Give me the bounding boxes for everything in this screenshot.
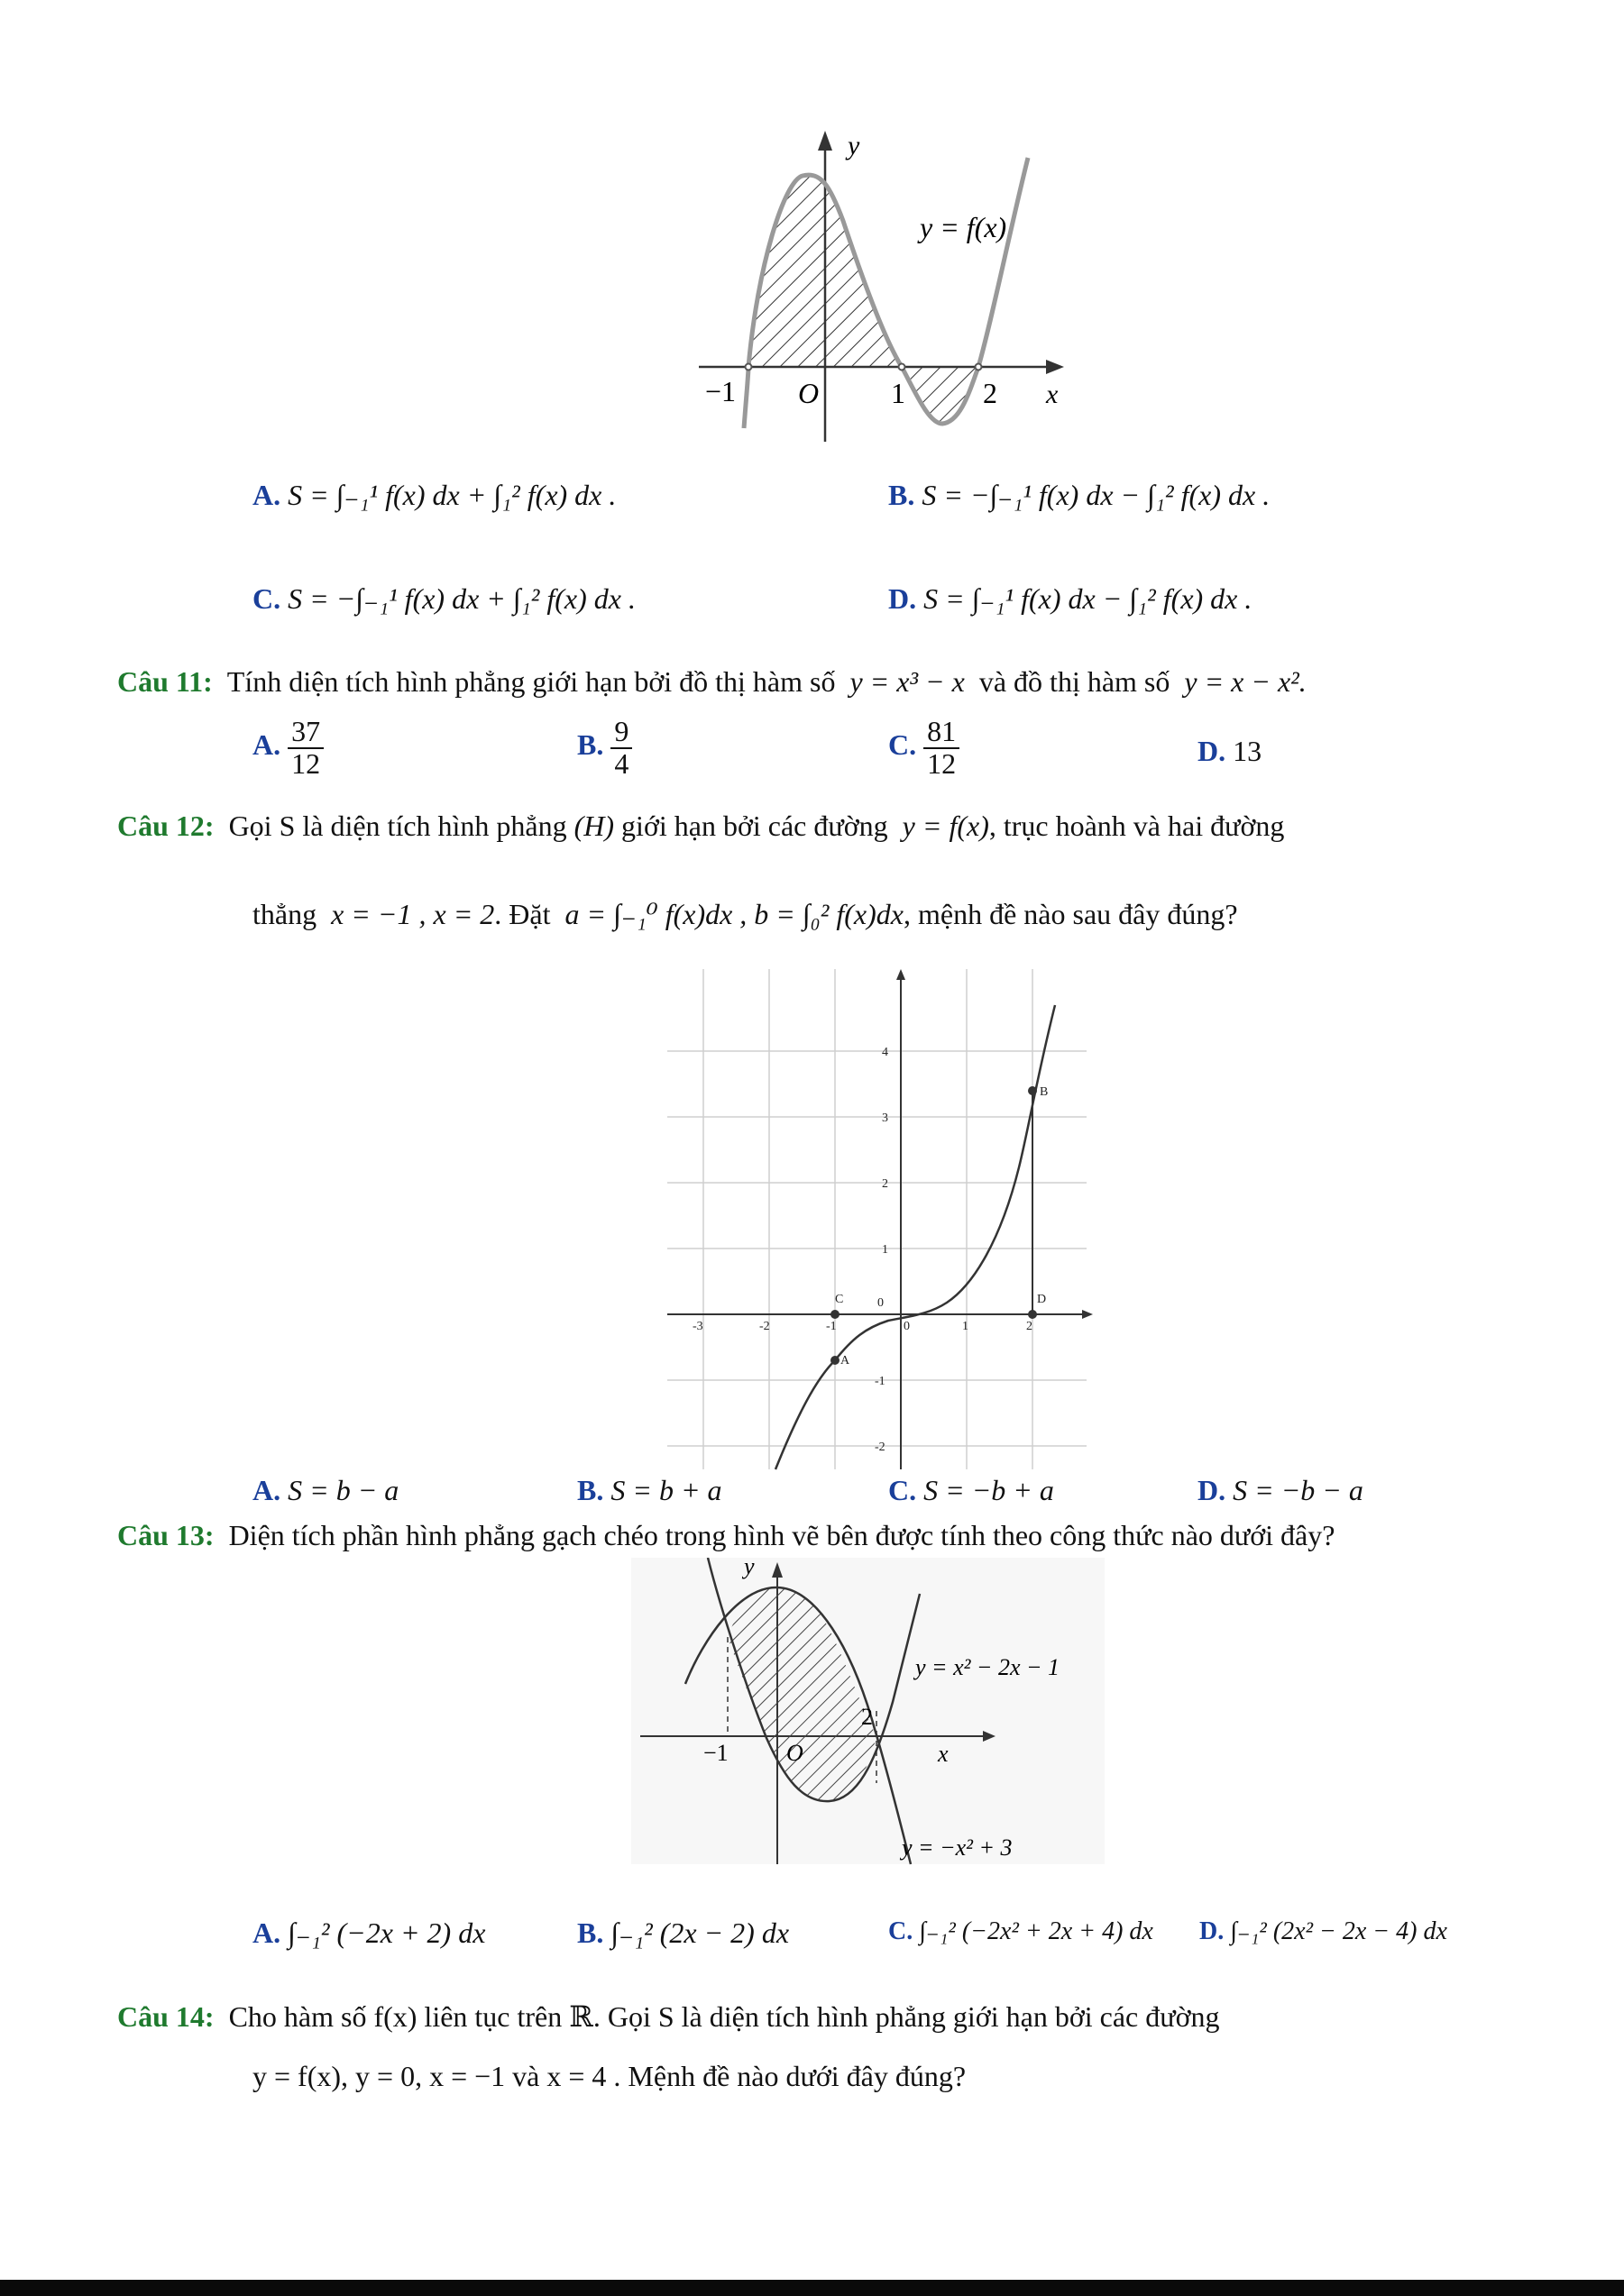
q11-option-b[interactable]: B. $\frac{9}{4}$	[577, 717, 632, 779]
svg-text:1: 1	[882, 1243, 888, 1257]
q13-option-c[interactable]: C. ∫₋₁² (−2x² + 2x + 4) dx	[888, 1917, 1153, 1945]
x-arrow-icon	[1046, 360, 1064, 374]
q10-option-b-text: S = −∫₋₁¹ f(x) dx − ∫₁² f(x) dx .	[922, 479, 1271, 511]
y-arrow-icon	[818, 131, 832, 151]
q12-label: Câu 12:	[117, 810, 215, 842]
svg-text:-1: -1	[826, 1320, 837, 1333]
q12-option-b[interactable]: B. S = b + a	[577, 1474, 722, 1506]
q10-option-a-text: S = ∫₋₁¹ f(x) dx + ∫₁² f(x) dx .	[288, 479, 617, 511]
curve1-label: y = x² − 2x − 1	[915, 1654, 1060, 1680]
q13-stem: Câu 13: Diện tích phần hình phẳng gạch chéo trong hình vẽ bên được tính theo công thức nào dưới đây?	[117, 1519, 1335, 1551]
label-a: A	[840, 1354, 850, 1368]
svg-text:3: 3	[882, 1111, 888, 1125]
label-b: B	[1040, 1085, 1049, 1099]
q10-option-c[interactable]: C. S = −∫₋₁¹ f(x) dx + ∫₁² f(x) dx .	[252, 582, 636, 615]
point-c	[830, 1310, 840, 1319]
label-c: C	[835, 1293, 844, 1306]
svg-text:-2: -2	[875, 1441, 885, 1454]
q13-option-b[interactable]: B. ∫₋₁² (2x − 2) dx	[577, 1916, 790, 1949]
svg-text:−1: −1	[703, 1740, 729, 1766]
label-zero: 0	[877, 1296, 884, 1310]
svg-text:y: y	[744, 1558, 755, 1579]
hatched-region-positive	[748, 175, 902, 367]
q14-stem-line1: Câu 14: Cho hàm số f(x) liên tục trên ℝ. Gọi S là diện tích hình phẳng giới hạn bởi các đường	[117, 2000, 1220, 2033]
q11-option-c[interactable]: C. $\frac{81}{12}$	[888, 717, 959, 779]
figure-1-graph	[685, 122, 1082, 446]
label-d: D	[1037, 1293, 1047, 1306]
tick-1: 1	[891, 377, 905, 409]
q10-option-d-text: S = ∫₋₁¹ f(x) dx − ∫₁² f(x) dx .	[923, 582, 1252, 615]
svg-text:4: 4	[882, 1046, 888, 1059]
svg-text:-3: -3	[693, 1320, 703, 1333]
q13-option-d[interactable]: D. ∫₋₁² (2x² − 2x − 4) dx	[1199, 1917, 1447, 1945]
grid-lines	[667, 969, 1087, 1469]
q10-option-c-text: S = −∫₋₁¹ f(x) dx + ∫₁² f(x) dx .	[288, 582, 636, 615]
q14-label: Câu 14:	[117, 2000, 215, 2033]
q12-stem-line1: Câu 12: Gọi S là diện tích hình phẳng (H) giới hạn bởi các đường y = f(x), trục hoành và hai đường	[117, 810, 1285, 842]
svg-text:2: 2	[1026, 1320, 1032, 1333]
tick-minus-1: −1	[705, 375, 737, 407]
q12-option-c[interactable]: C. S = −b + a	[888, 1474, 1054, 1506]
svg-text:2: 2	[861, 1704, 873, 1730]
svg-text:-2: -2	[759, 1320, 770, 1333]
tick-2: 2	[983, 377, 997, 409]
footer-bar	[0, 2280, 1624, 2296]
q10-option-a[interactable]: A. S = ∫₋₁¹ f(x) dx + ∫₁² f(x) dx .	[252, 479, 617, 511]
point-a	[830, 1356, 840, 1365]
svg-text:0: 0	[904, 1320, 910, 1333]
q12-option-a[interactable]: A. S = b − a	[252, 1474, 399, 1506]
q13-option-a[interactable]: A. ∫₋₁² (−2x + 2) dx	[252, 1916, 486, 1949]
svg-text:x: x	[938, 1741, 949, 1767]
curve-label: y = f(x)	[920, 211, 1007, 243]
q12-option-d[interactable]: D. S = −b − a	[1197, 1474, 1363, 1506]
q10-option-d[interactable]: D. S = ∫₋₁¹ f(x) dx − ∫₁² f(x) dx .	[888, 582, 1252, 615]
point-d	[1028, 1310, 1037, 1319]
curve-f	[775, 1005, 1055, 1469]
q13-label: Câu 13:	[117, 1519, 215, 1551]
figure-2-grid-graph	[667, 969, 1100, 1474]
q12-stem-line2: thẳng x = −1 , x = 2. Đặt a = ∫₋₁⁰ f(x)dx , b = ∫₀² f(x)dx, mệnh đề nào sau đây đúng?	[252, 898, 1238, 930]
q11-stem: Câu 11: Tính diện tích hình phẳng giới hạn bởi đồ thị hàm số y = x³ − x và đồ thị hàm số y = x − x².	[117, 665, 1307, 698]
curve2-label: y = −x² + 3	[902, 1834, 1013, 1861]
svg-text:-1: -1	[875, 1375, 885, 1388]
svg-text:O: O	[786, 1740, 803, 1766]
point-b	[1028, 1086, 1037, 1095]
q11-label: Câu 11:	[117, 665, 213, 698]
q14-stem-line2: y = f(x), y = 0, x = −1 và x = 4 . Mệnh đề nào dưới đây đúng?	[252, 2060, 967, 2092]
tick-origin: O	[798, 377, 820, 409]
figure-3-graph	[631, 1558, 1118, 1873]
x-arrow-icon	[1082, 1310, 1093, 1319]
x-label: x	[1046, 380, 1059, 409]
svg-text:2: 2	[882, 1177, 888, 1191]
q11-option-a[interactable]: A. $\frac{37}{12}$	[252, 717, 324, 779]
y-arrow-icon	[896, 969, 905, 980]
q11-option-d[interactable]: D. 13	[1197, 735, 1262, 767]
y-label: y	[848, 131, 860, 160]
svg-text:1: 1	[962, 1320, 968, 1333]
q10-option-b[interactable]: B. S = −∫₋₁¹ f(x) dx − ∫₁² f(x) dx .	[888, 479, 1271, 511]
